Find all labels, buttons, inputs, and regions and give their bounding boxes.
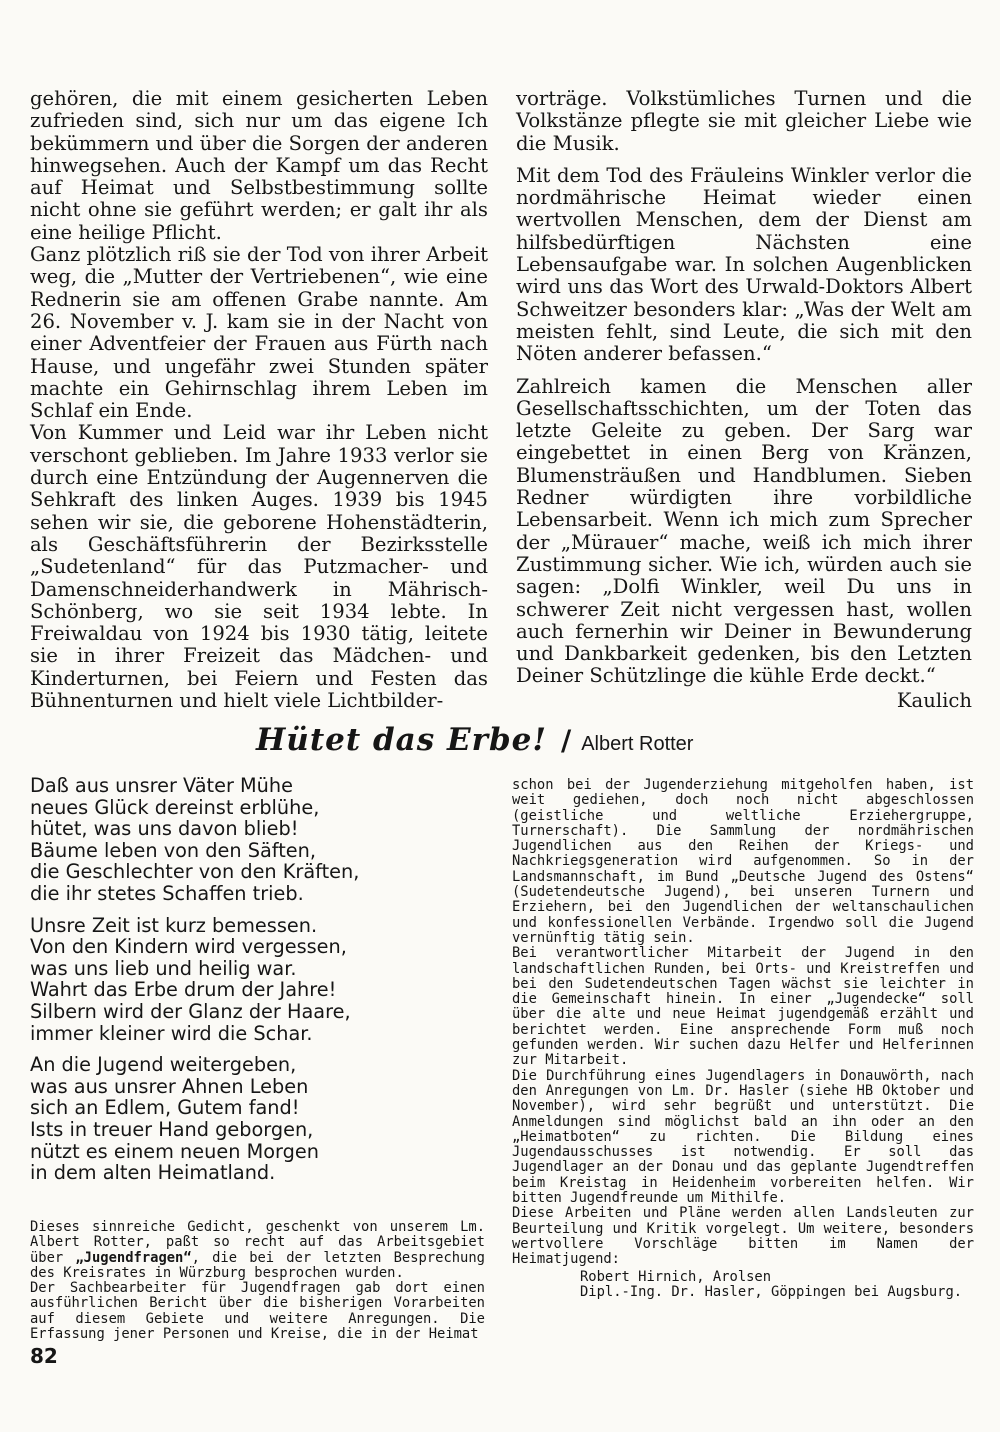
signer: Dipl.-Ing. Dr. Hasler, Göppingen bei Augsburg. — [580, 1283, 963, 1300]
poem-line: nützt es einem neuen Morgen — [30, 1139, 319, 1163]
title-separator: / — [560, 724, 572, 757]
poem — [30, 775, 490, 1194]
article2-title: Hütet das Erbe! — [256, 722, 547, 758]
poem-stanza — [30, 1054, 490, 1184]
note-keyword: „Jugendfragen“ — [75, 1249, 192, 1266]
poem-line: An die Jugend weitergeben, — [30, 1053, 297, 1077]
poem-line: Silbern wird der Glanz der Haare, — [30, 999, 351, 1023]
article2-paragraph: Die Durchführung eines Jugendlagers in Donauwörth, nach den Anregungen von Lm. Dr. Hasler (siehe HB Oktober und November), wird sehr begrüßt und unterstützt. Die Anmeldungen sind möglichst bald an ihn oder an den „Heimatboten“ zu richten. Die Bildung eines Jugendausschusses ist notwendig. Er soll das Jugendlager an der Donau und das geplante Jugendtreffen beim Kreistag in Heidenheim vorbereiten helfen. Wir bitten Jugendfreunde um Mithilfe. — [512, 1067, 974, 1207]
article1-left-column — [30, 88, 488, 712]
article1-right-paragraph: Mit dem Tod des Fräuleins Winkler verlor die nordmährische Heimat wieder einen wertvollen Menschen, dem der Dienst am hilfsbedürftigen Nächsten eine Lebensaufgabe war. In solchen Augenblicken wird uns das Wort des Urwald-Doktors Albert Schweitzer besonders klar: „Was der Welt am meisten fehlt, sind Leute, die sich mit den Nöten anderer befassen.“ — [516, 163, 972, 366]
poem-line: Unsre Zeit ist kurz bemessen. — [30, 913, 318, 937]
poem-line: was uns lieb und heilig war. — [30, 956, 297, 980]
article1-left-paragraph: gehören, die mit einem gesicherten Leben zufrieden sind, sich nur um das eigene Ich bekümmern und über die Sorgen der anderen hinwegsehen. Auch der Kampf um das Recht auf Heimat und Selbstbestimmung sollte nicht ohne sie geführt werden; er galt ihr als eine heilige Pflicht. — [30, 87, 488, 244]
article2-paragraph: schon bei der Jugenderziehung mitgeholfen haben, ist weit gediehen, doch noch nicht abgeschlossen (geistliche und weltliche Erziehergruppe, Turnerschaft). Die Sammlung der nordmährischen Jugendlichen aus den Reihen der Kriegs- und Nachkriegsgeneration wird aufgenommen. So in der Landsmannschaft, im Bund „Deutsche Jugend des Ostens“ (Sudetendeutsche Jugend), bei unseren Turnern und Erziehern, bei den Jugendlichen der weltanschaulichen und konfessionellen Verbände. Irgendwo soll die Jugend vernünftig tätig sein. — [512, 777, 974, 946]
poem-note — [30, 1220, 485, 1342]
note-text: Dieses sinnreiche Gedicht, geschenkt von unserem Lm. Albert Rotter, paßt so recht auf das Arbeitsgebiet über — [30, 1219, 485, 1266]
article2-paragraph: Diese Arbeiten und Pläne werden allen Landsleuten zur Beurteilung und Kritik vorgelegt. Um weitere, besonders wertvollere Vorschläge bitten im Namen der Heimatjugend: — [512, 1205, 974, 1268]
poem-line: immer kleiner wird die Schar. — [30, 1021, 313, 1045]
page-number: 82 — [30, 1344, 58, 1368]
article2-paragraph: Bei verantwortlicher Mitarbeit der Jugend in den landschaftlichen Runden, bei Orts- und Kreistreffen und bei den Sudetendeutschen Tagen wächst sie leichter in die Gemeinschaft hinein. In einer „Jugendecke“ soll über die alte und neue Heimat jugendgemäß erzählt und berichtet werden. Eine ansprechende Form muß noch gefunden werden. Wir suchen dazu Helfer und Helferinnen zur Mitarbeit. — [512, 945, 974, 1069]
poem-line: Von den Kindern wird vergessen, — [30, 935, 347, 959]
poem-stanza — [30, 915, 490, 1045]
note-text: , die bei der letzten Besprechung des Kreisrates in Würzburg besprochen wurden. — [30, 1249, 485, 1281]
poem-line: die ihr stetes Schaffen trieb. — [30, 881, 304, 905]
poem-line: Wahrt das Erbe drum der Jahre! — [30, 978, 337, 1002]
article1-right-paragraph: vorträge. Volkstümliches Turnen und die Volkstänze pflegte sie mit gleicher Liebe wie die Musik. — [516, 87, 972, 155]
poem-line: Ists in treuer Hand geborgen, — [30, 1117, 314, 1141]
article2-heading — [256, 722, 856, 758]
poem-line: hütet, was uns davon blieb! — [30, 817, 299, 841]
signer: Robert Hirnich, Arolsen — [580, 1268, 772, 1285]
poem-line: was aus unsrer Ahnen Leben — [30, 1074, 309, 1098]
poem-line: sich an Edlem, Gutem fand! — [30, 1096, 300, 1120]
poem-line: neues Glück dereinst erblühe, — [30, 795, 320, 819]
article2-author: Albert Rotter — [581, 733, 694, 755]
note-paragraph: Der Sachbearbeiter für Jugendfragen gab dort einen ausführlichen Bericht über die bisherigen Vorarbeiten auf diesem Gebiete und weitere Anregungen. Die Erfassung jener Personen und Kreise, die in der Heimat — [30, 1280, 485, 1343]
note-paragraph — [30, 1220, 485, 1281]
article1-right-paragraph: Zahlreich kamen die Menschen aller Gesellschaftsschichten, um der Toten das letzte Geleite zu geben. Der Sarg war eingebettet in einen Berg von Kränzen, Blumensträußen und Handblumen. Sieben Redner würdigten ihre vorbildliche Lebensarbeit. Wenn ich mich zum Sprecher der „Mürauer“ mache, weiß ich mich ihrer Zustimmung sicher. Wie ich, würden auch sie sagen: „Dolfi Winkler, weil Du uns in schwerer Zeit nicht vergessen hast, wollen auch fernerhin wir Deiner in Bewunderung und Dankbarkeit gedenken, bis den Letzten Deiner Schützlinge die kühle Erde deckt.“ — [516, 374, 972, 688]
poem-stanza — [30, 775, 490, 905]
article1-signature: Kaulich — [896, 688, 972, 712]
poem-line: Bäume leben von den Säften, — [30, 838, 316, 862]
signers — [512, 1270, 974, 1301]
poem-line: die Geschlechter von den Kräften, — [30, 860, 360, 884]
poem-line: in dem alten Heimatland. — [30, 1161, 276, 1185]
article2-right-column — [512, 778, 974, 1300]
poem-line: Daß aus unsrer Väter Mühe — [30, 774, 293, 797]
article1-left-paragraph: Ganz plötzlich riß sie der Tod von ihrer Arbeit weg, die „Mutter der Vertriebenen“, wie eine Rednerin sie am offenen Grabe nannte. Am 26. November v. J. kam sie in der Nacht von einer Adventfeier der Frauen aus Fürth nach Hause, und ungefähr zwei Stunden später machte ein Gehirnschlag ihrem Leben im Schlaf ein Ende. — [30, 243, 488, 423]
article1-right-column — [516, 88, 972, 712]
article1-left-paragraph: Von Kummer und Leid war ihr Leben nicht verschont geblieben. Im Jahre 1933 verlor sie durch eine Entzündung der Augennerven die Sehkraft des linken Auges. 1939 bis 1945 sehen wir sie, die geborene Hohenstädterin, als Geschäftsführerin der Bezirksstelle „Sudetenland“ für das Putzmacher- und Damenschneiderhandwerk in Mährisch-Schönberg, wo sie seit 1934 lebte. In Freiwaldau von 1924 bis 1930 tätig, leitete sie in ihrer Freizeit das Mädchen- und Kinderturnen, bei Feiern und Festen das Bühnenturnen und hielt viele Lichtbilder- — [30, 421, 488, 713]
